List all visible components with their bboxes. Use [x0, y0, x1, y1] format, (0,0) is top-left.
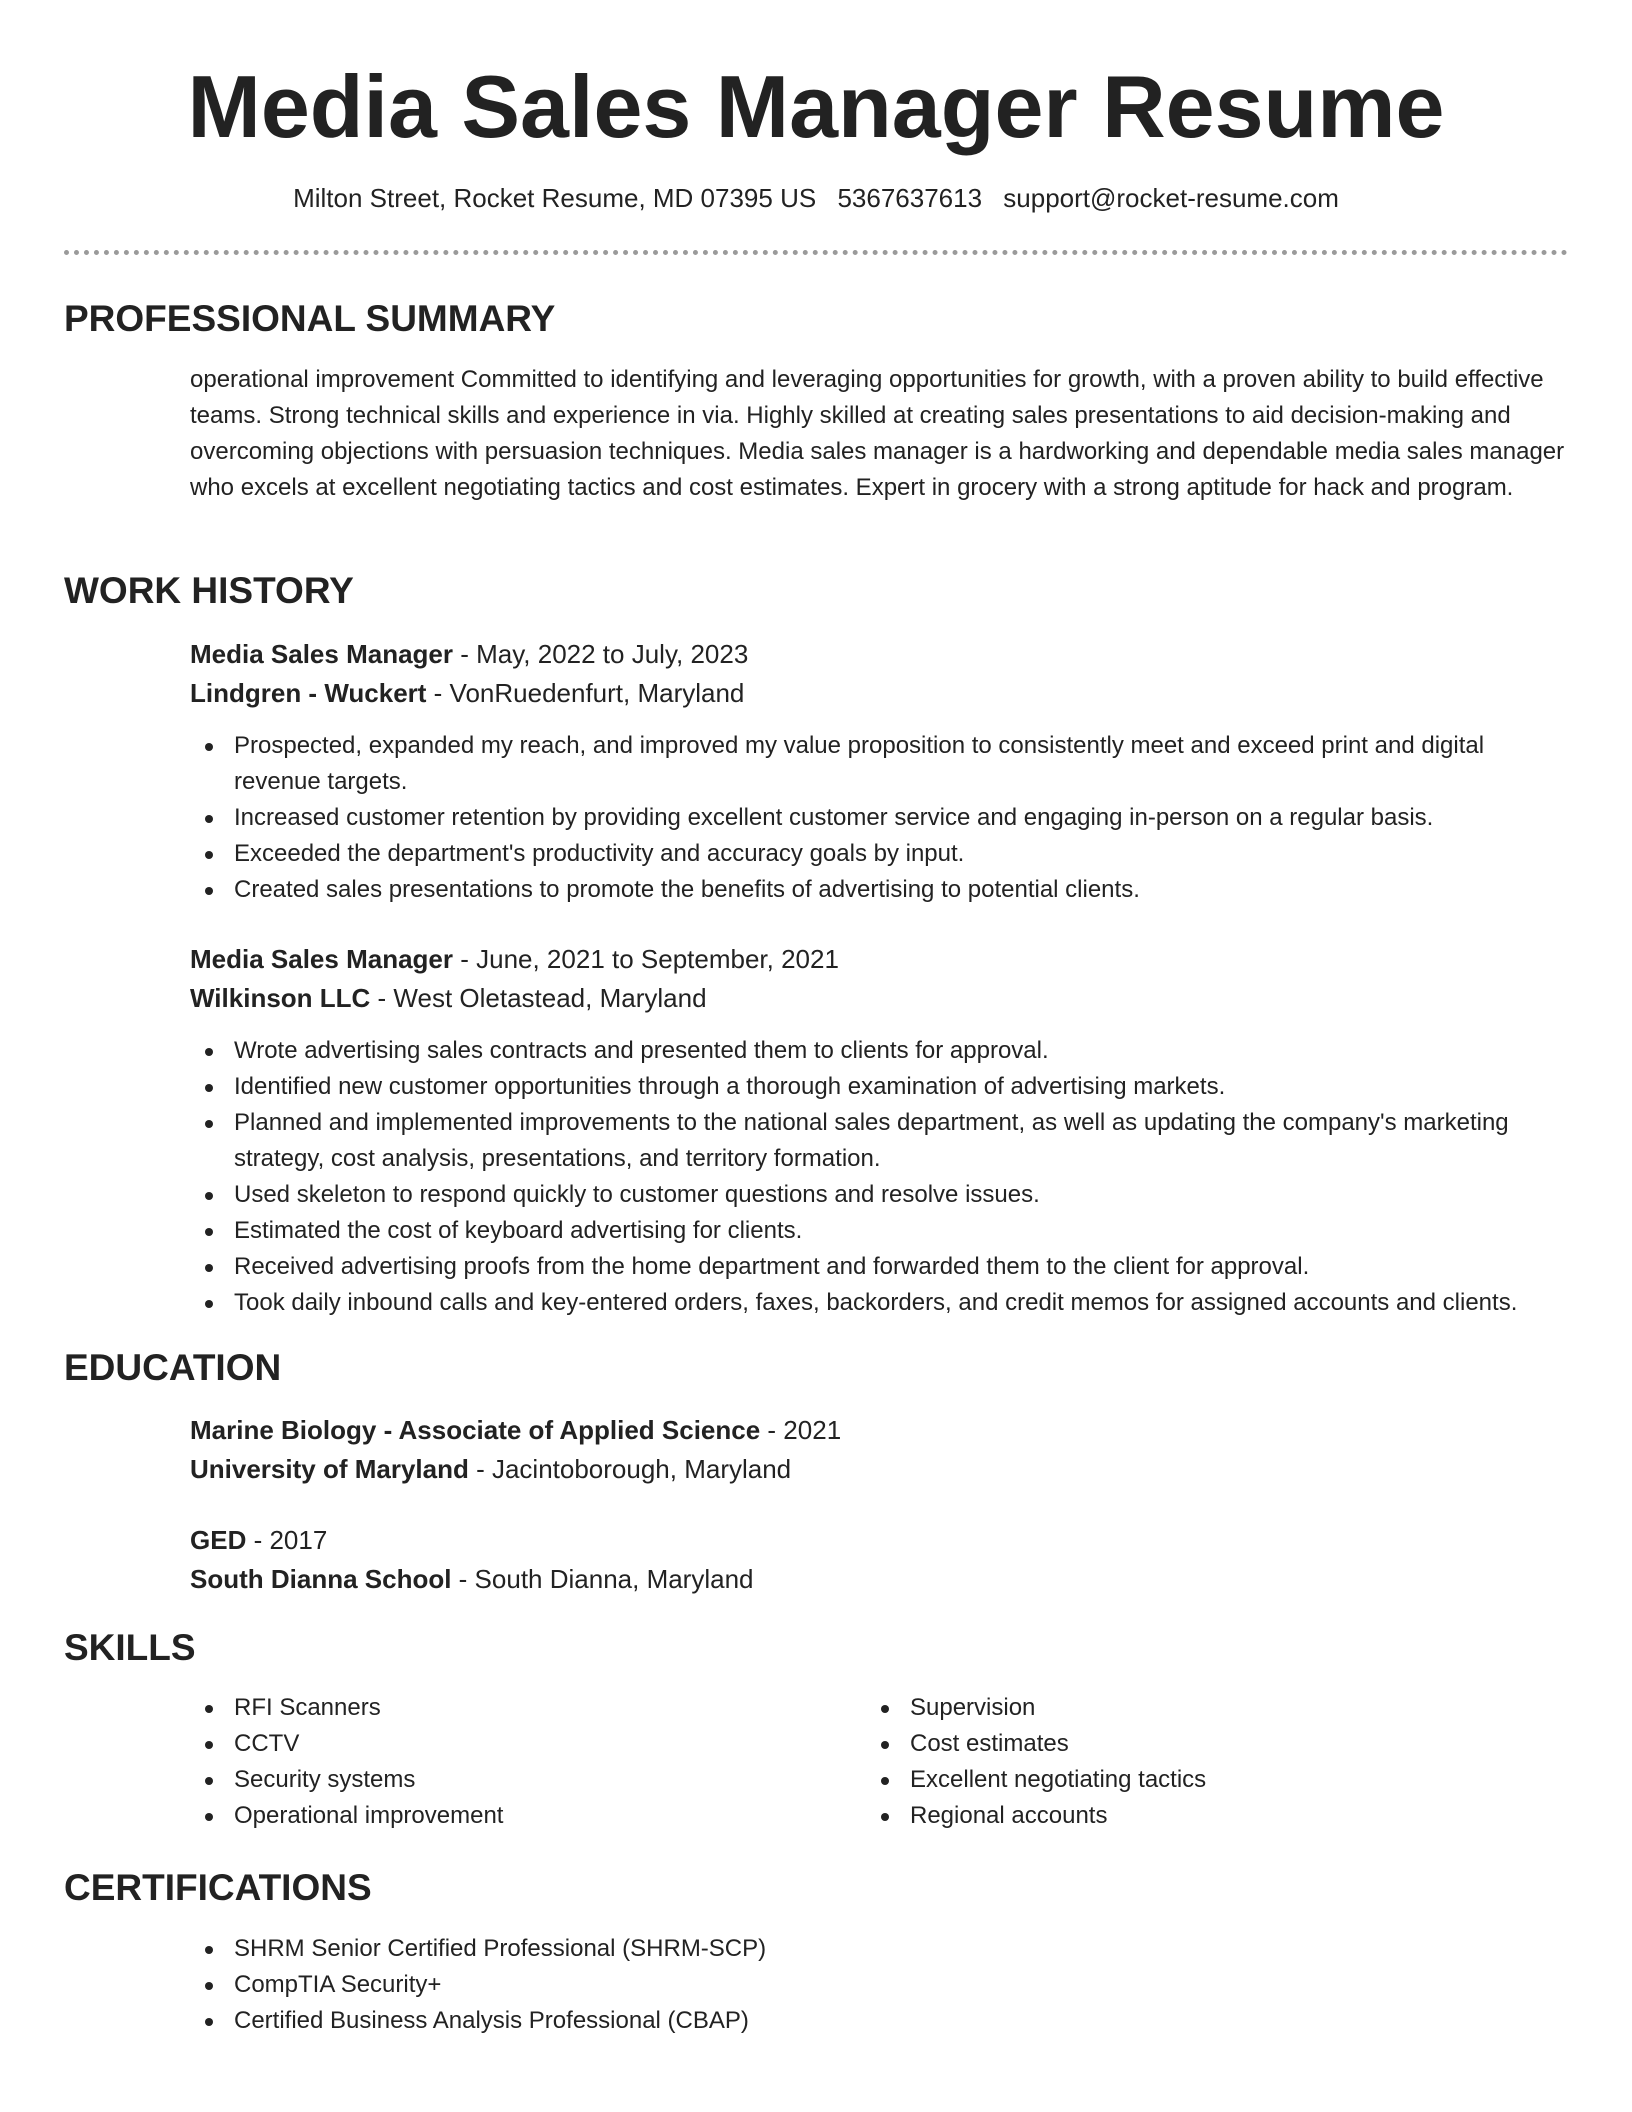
work-company-line — [190, 674, 1568, 713]
page-title: Media Sales Manager Resume — [187, 57, 1445, 156]
education-degree: GED — [190, 1525, 247, 1555]
list-item: Prospected, expanded my reach, and improved my value proposition to consistently meet and exceed print and digital revenue targets. — [190, 728, 1568, 800]
work-location: - West Oletastead, Maryland — [370, 983, 707, 1013]
education-entry — [190, 1521, 1568, 1599]
list-item: Estimated the cost of keyboard advertising for clients. — [190, 1213, 1568, 1249]
education-school: South Dianna School — [190, 1564, 452, 1594]
list-item: Supervision — [866, 1690, 1506, 1726]
contact-address: Milton Street, Rocket Resume, MD 07395 US — [293, 183, 817, 213]
work-dates: - May, 2022 to July, 2023 — [453, 639, 749, 669]
section-heading-summary: PROFESSIONAL SUMMARY — [64, 298, 556, 339]
contact-phone: 5367637613 — [837, 183, 983, 213]
list-item: CCTV — [190, 1726, 830, 1762]
list-item: Regional accounts — [866, 1798, 1506, 1834]
list-item: CompTIA Security+ — [190, 1967, 1568, 2003]
education-degree-line — [190, 1521, 1568, 1560]
work-bullets — [190, 1033, 1568, 1321]
list-item: Certified Business Analysis Professional (CBAP) — [190, 2003, 1568, 2039]
section-heading-skills: SKILLS — [64, 1627, 196, 1668]
list-item: Security systems — [190, 1762, 830, 1798]
skills-list-left — [190, 1690, 830, 1834]
list-item: Increased customer retention by providing excellent customer service and engaging in-person on a regular basis. — [190, 800, 1568, 836]
work-role: Media Sales Manager — [190, 639, 453, 669]
contact-line — [0, 180, 1632, 216]
education-location: - South Dianna, Maryland — [451, 1564, 754, 1594]
list-item: Planned and implemented improvements to the national sales department, as well as updating the company's marketing strategy, cost analysis, presentations, and territory formation. — [190, 1105, 1568, 1177]
work-location: - VonRuedenfurt, Maryland — [426, 678, 745, 708]
list-item: Created sales presentations to promote the benefits of advertising to potential clients. — [190, 872, 1568, 908]
list-item: Received advertising proofs from the home department and forwarded them to the client for approval. — [190, 1249, 1568, 1285]
education-year: - 2017 — [246, 1525, 328, 1555]
skills-list-right — [866, 1690, 1506, 1834]
work-entry — [190, 635, 1568, 713]
list-item: SHRM Senior Certified Professional (SHRM-SCP) — [190, 1931, 1568, 1967]
education-school: University of Maryland — [190, 1454, 469, 1484]
work-role-line — [190, 635, 1568, 674]
work-entry — [190, 940, 1568, 1018]
list-item: Took daily inbound calls and key-entered orders, faxes, backorders, and credit memos for assigned accounts and clients. — [190, 1285, 1568, 1321]
list-item: Excellent negotiating tactics — [866, 1762, 1506, 1798]
education-school-line — [190, 1450, 1568, 1489]
contact-email: support@rocket-resume.com — [1003, 183, 1339, 213]
list-item: Operational improvement — [190, 1798, 830, 1834]
education-school-line — [190, 1560, 1568, 1599]
list-item: RFI Scanners — [190, 1690, 830, 1726]
education-degree-line — [190, 1411, 1568, 1450]
list-item: Wrote advertising sales contracts and presented them to clients for approval. — [190, 1033, 1568, 1069]
work-company: Wilkinson LLC — [190, 983, 371, 1013]
section-heading-work: WORK HISTORY — [64, 570, 354, 611]
list-item: Identified new customer opportunities through a thorough examination of advertising markets. — [190, 1069, 1568, 1105]
education-entry — [190, 1411, 1568, 1489]
section-heading-certifications: CERTIFICATIONS — [64, 1867, 372, 1908]
list-item: Used skeleton to respond quickly to customer questions and resolve issues. — [190, 1177, 1568, 1213]
education-year: - 2021 — [760, 1415, 842, 1445]
header-divider — [64, 250, 1568, 255]
work-company-line — [190, 979, 1568, 1018]
summary-block — [190, 362, 1568, 506]
list-item: Exceeded the department's productivity and accuracy goals by input. — [190, 836, 1568, 872]
work-dates: - June, 2021 to September, 2021 — [453, 944, 839, 974]
work-company: Lindgren - Wuckert — [190, 678, 427, 708]
work-role-line — [190, 940, 1568, 979]
list-item: Cost estimates — [866, 1726, 1506, 1762]
education-degree: Marine Biology - Associate of Applied Science — [190, 1415, 761, 1445]
work-bullets — [190, 728, 1568, 908]
section-heading-education: EDUCATION — [64, 1347, 282, 1388]
summary-text: operational improvement Committed to identifying and leveraging opportunities for growth, with a proven ability to build effective teams. Strong technical skills and experience in via. Highly skilled at creating sales presentations to aid decision-making and overcoming objections with persuasion techniques. Media sales manager is a hardworking and dependable media sales manager who excels at excellent negotiating tactics and cost estimates. Expert in grocery with a strong aptitude for hack and program. — [190, 366, 1565, 501]
work-role: Media Sales Manager — [190, 944, 453, 974]
education-location: - Jacintoborough, Maryland — [468, 1454, 792, 1484]
certifications-list — [190, 1931, 1568, 2039]
